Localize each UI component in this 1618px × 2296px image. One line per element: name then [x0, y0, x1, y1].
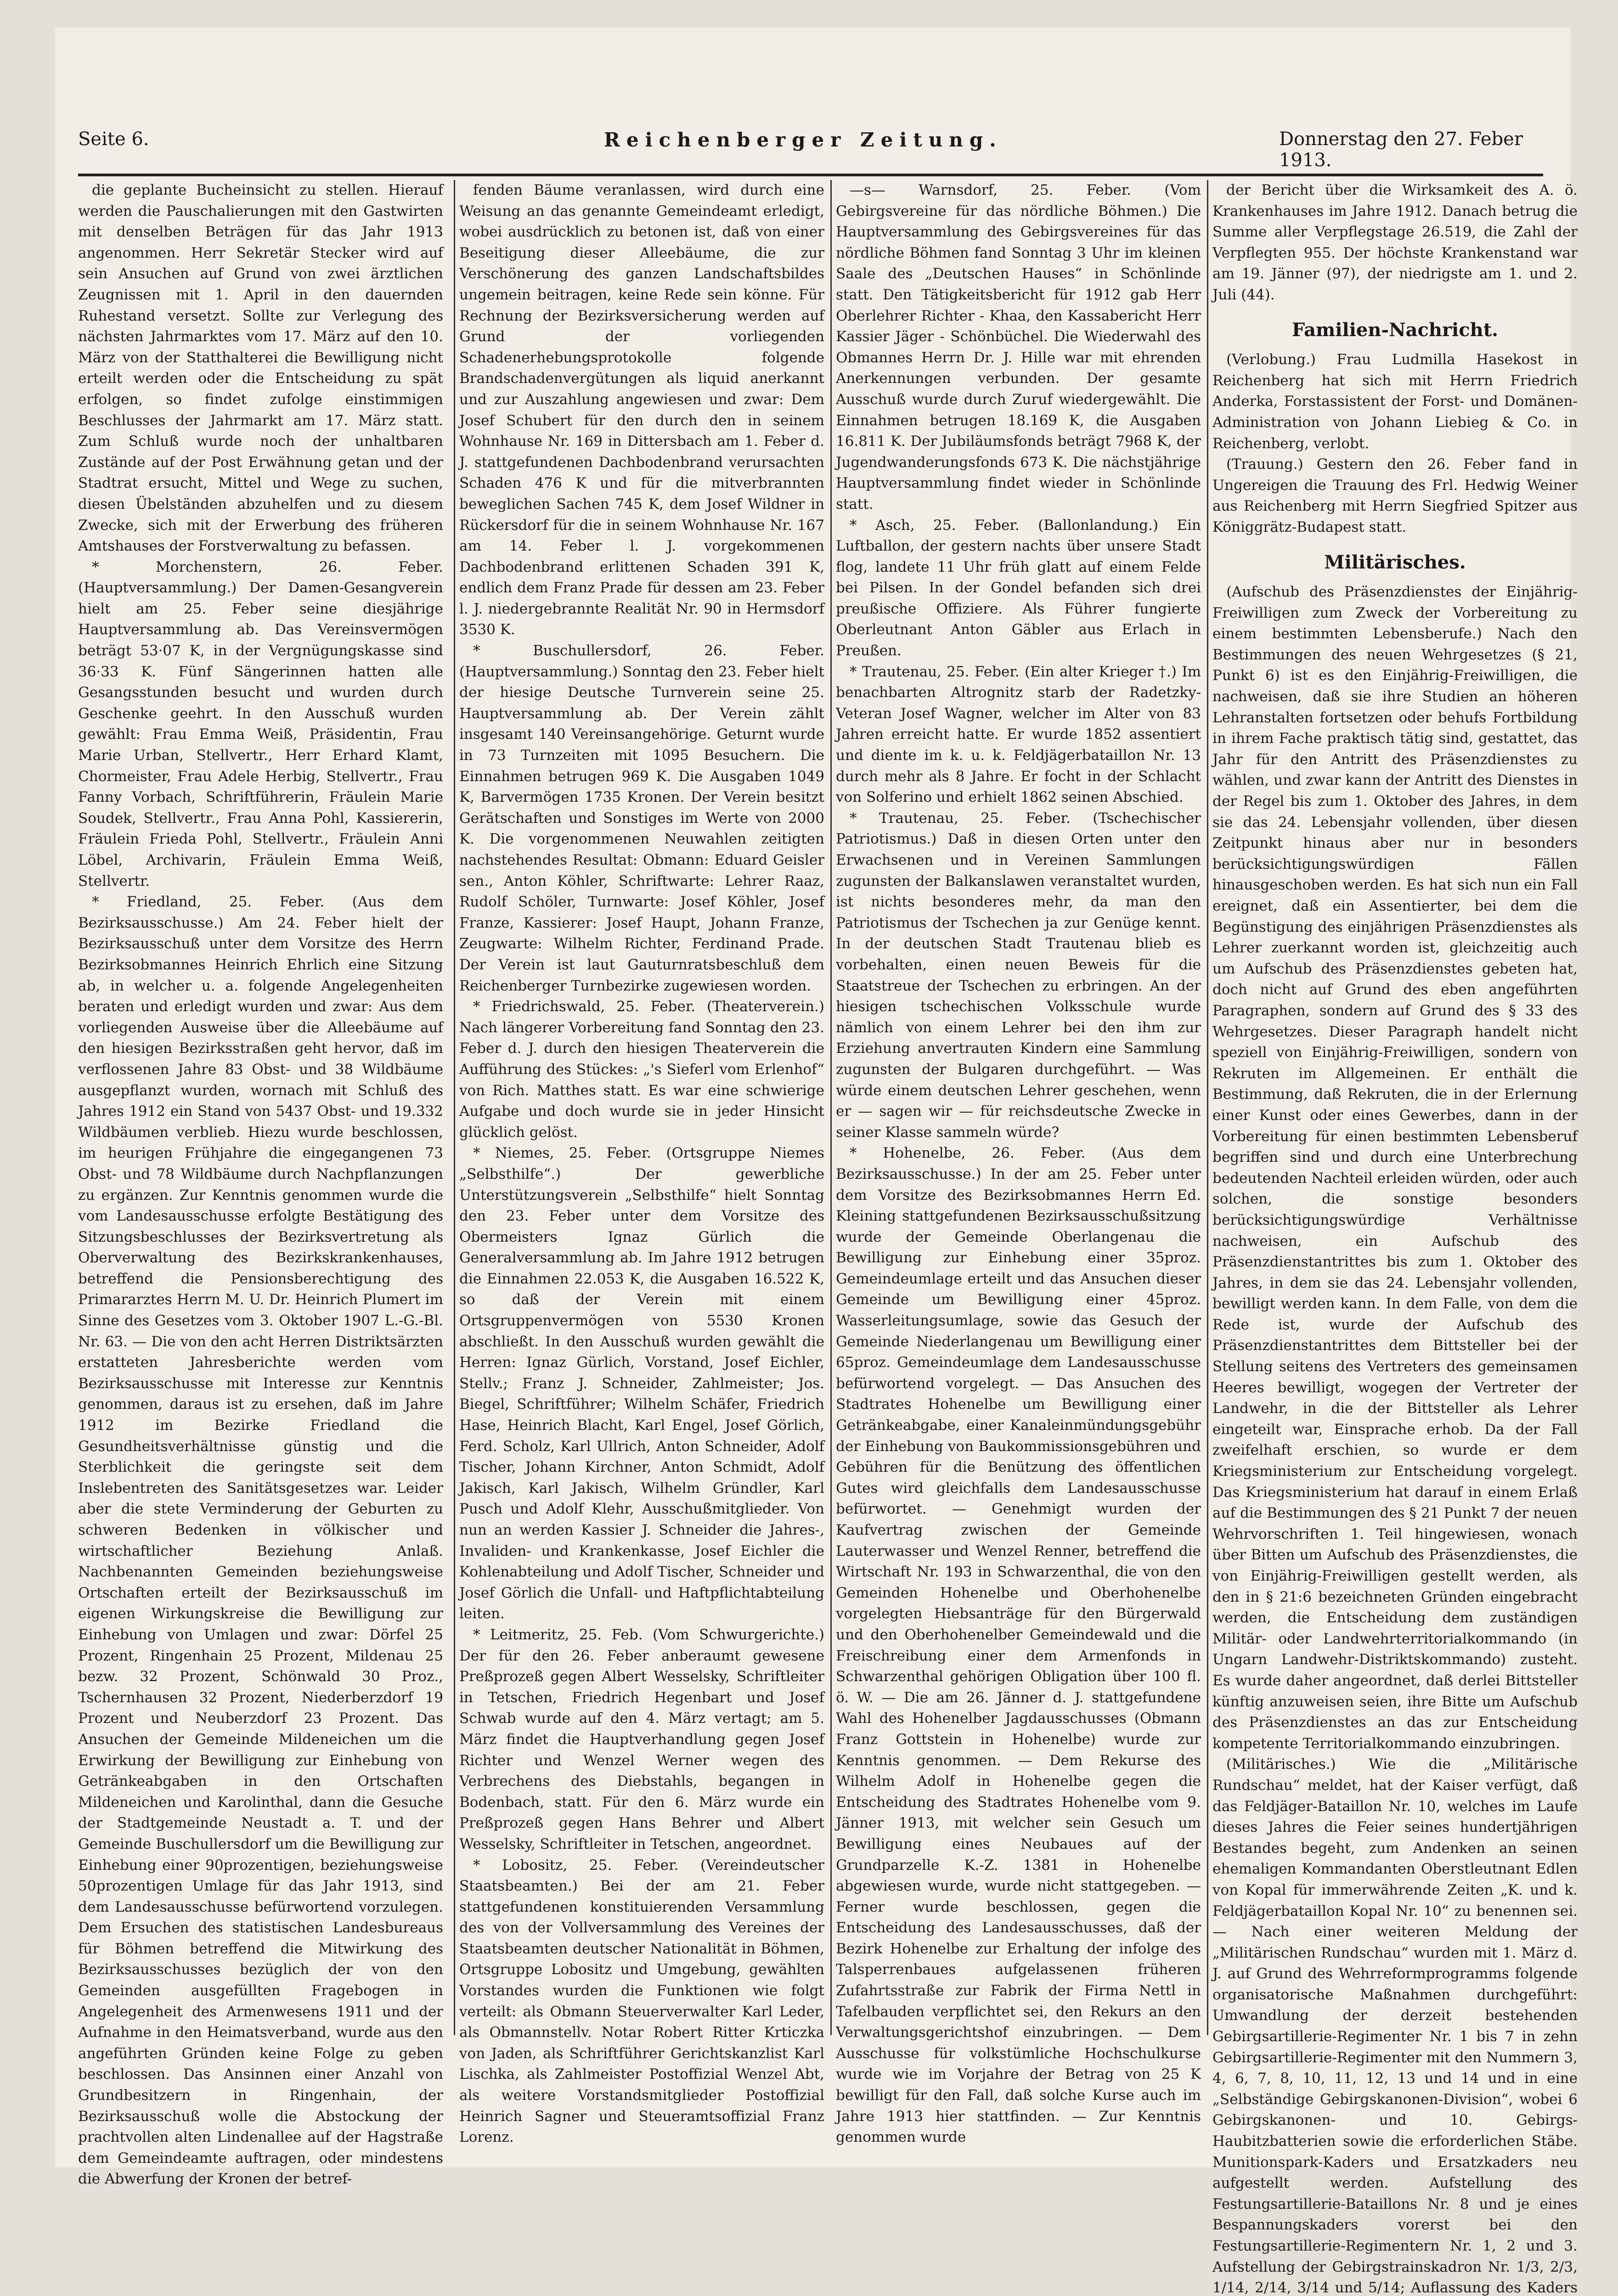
column-1 [78, 180, 443, 2188]
article-paragraph: * Hohenelbe, 26. Feber. (Aus dem Bezirksausschusse.) In der am 25. Feber unter dem Vorsitze des Bezirksobmannes Herrn Ed. Kleining stattgefundenen Bezirksausschußsitzung wurde der Gemeinde Oberlangenau die Bewilligung zur Einhebung einer 35proz. Gemeindeumlage erteilt und das Ansuchen dieser Gemeinde um Bewilligung einer 45proz. Wasserleitungsumlage, sowie das Gesuch der Gemeinde Niederlangenau um Bewilligung einer 65proz. Gemeindeumlage dem Landesausschusse befürwortend vorgelegt. — Das Ansuchen des Stadtrates Hohenelbe um Bewilligung einer Getränkeabgabe, einer Kanaleinmündungsgebühr der Einhebung von Baukommissionsgebühren und Gebühren für die Benützung des öffentlichen Gutes wird gleichfalls dem Landesausschusse befürwortet. — Genehmigt wurden der Kaufvertrag zwischen der Gemeinde Lauterwasser und Wenzel Renner, betreffend die Wirtschaft Nr. 193 in Schwarzenthal, die von den Gemeinden Hohenelbe und Oberhohenelbe vorgelegten Hiebsanträge für den Bürgerwald und den Oberhohenelber Gemeindewald und die Freischreibung einer dem Armenfonds in Schwarzenthal gehörigen Obligation über 100 fl. ö. W. — Die am 26. Jänner d. J. stattgefundene Wahl des Hohenelber Jagdausschusses (Obmann Franz Gottstein in Hohenelbe) wurde zur Kenntnis genommen. — Dem Rekurse des Wilhelm Adolf in Hohenelbe gegen die Entscheidung des Stadtrates Hohenelbe vom 9. Jänner 1913, mit welcher sein Gesuch um Bewilligung eines Neubaues auf der Grundparzelle K.-Z. 1381 in Hohenelbe abgewiesen wurde, wurde nicht stattgegeben. — Ferner wurde beschlossen, gegen die Entscheidung des Landesausschusses, daß der Bezirk Hohenelbe zur Erhaltung der infolge des Talsperrenbaues aufgelassenen früheren Zufahrtsstraße zur Fabrik der Firma Nettl in Tafelbauden verpflichtet sei, den Rekurs an den Verwaltungsgerichtshof einzubringen. — Dem Ausschusse für volkstümliche Hochschulkurse wurde wie im Vorjahre der Betrag von 25 K bewilligt für den Fall, daß solche Kurse auch im Jahre 1913 hier stattfinden. — Zur Kenntnis genommen wurde [836, 1145, 1201, 2146]
article-paragraph: * Friedland, 25. Feber. (Aus dem Bezirksausschusse.) Am 24. Feber hielt der Bezirksausschuß unter dem Vorsitze des Herrn Bezirksobmannes Heinrich Ehrlich eine Sitzung ab, in welcher u. a. folgende Angelegenheiten beraten und erledigt wurden und zwar: Aus dem vorliegenden Ausweise über die Alleebäume auf den hiesigen Bezirksstraßen geht hervor, daß im verflossenen Jahre 83 Obst- und 38 Wildbäume ausgepflanzt wurden, wornach mit Schluß des Jahres 1912 ein Stand von 5437 Obst- und 19.332 Wildbäumen verblieb. Hiezu wurde beschlossen, im heurigen Frühjahre die eingegangenen 73 Obst- und 78 Wildbäume durch Nachpflanzungen zu ergänzen. Zur Kenntnis genommen wurde die vom Landesausschusse erfolgte Bestätigung des Sitzungsbeschlusses der Bezirksvertretung als Oberverwaltung des Bezirkskrankenhauses, betreffend die Pensionsberechtigung des Primararztes Herrn M. U. Dr. Heinrich Plumert im Sinne des Gesetzes vom 3. Oktober 1907 L.-G.-Bl. Nr. 63. — Die von den acht Herren Distriktsärzten erstatteten Jahresberichte werden vom Bezirksausschusse mit Interesse zur Kenntnis genommen, daraus ist zu ersehen, daß im Jahre 1912 im Bezirke Friedland die Gesundheitsverhältnisse günstig und die Sterblichkeit die geringste seit dem Inslebentreten des Sanitätsgesetzes war. Leider aber die stete Verminderung der Geburten zu schweren Bedenken in völkischer und wirtschaftlicher Beziehung Anlaß. Nachbenannten Gemeinden beziehungsweise Ortschaften erteilt der Bezirksausschuß im eigenen Wirkungskreise die Bewilligung zur Einhebung von Umlagen und zwar: Dörfel 25 Prozent, Ringenhain 25 Prozent, Mildenau 25 bezw. 32 Prozent, Schönwald 30 Proz., Tschernhausen 32 Prozent, Niederberzdorf 19 Prozent und Neuberzdorf 23 Prozent. Das Ansuchen der Gemeinde Mildeneichen um die Erwirkung der Bewilligung zur Einhebung von Getränkeabgaben in den Ortschaften Mildeneichen und Karolinthal, dann die Gesuche der Stadtgemeinde Neustadt a. T. und der Gemeinde Buschullersdorf um die Bewilligung zur Einhebung einer 90prozentigen, beziehungsweise 50prozentigen Umlage für das Jahr 1913, sind dem Landesausschusse befürwortend vorzulegen. Dem Ersuchen des statistischen Landesbureaus für Böhmen betreffend die Mitwirkung des Bezirksausschusses bezüglich der von den Gemeinden ausgefüllten Fragebogen in Angelegenheit des Armenwesens 1911 und der Aufnahme in den Heimatsverband, wurde aus den angeführten Gründen keine Folge zu geben beschlossen. Das Ansinnen einer Anzahl von Grundbesitzern in Ringenhain, der Bezirksausschuß wolle die Abstockung der prachtvollen alten Lindenallee auf der Hagstraße dem Gemeindeamte auftragen, oder mindestens die Abwerfung der Kronen der betref- [78, 894, 443, 2188]
column-divider [454, 180, 455, 2035]
column-3 [836, 180, 1201, 2146]
article-paragraph: * Morchenstern, 26. Feber. (Hauptversammlung.) Der Damen-Gesangverein hielt am 25. Feber seine diesjährige Hauptversammlung ab. Das Vereinsvermögen beträgt 53·07 K, in der Vergnügungskasse sind 36·33 K. Fünf Sängerinnen hatten alle Gesangsstunden besucht und wurden durch Geschenke geehrt. In den Ausschuß wurden gewählt: Frau Emma Weiß, Präsidentin, Frau Marie Urban, Stellvertr., Herr Erhard Klamt, Chormeister, Frau Adele Herbig, Stellvertr., Frau Fanny Vorbach, Schriftführerin, Fräulein Marie Soudek, Stellvertr., Frau Anna Pohl, Kassiererin, Fräulein Frieda Pohl, Stellvertr., Fräulein Anni Löbel, Archivarin, Fräulein Emma Weiß, Stellvertr. [78, 558, 443, 889]
article-paragraph: * Lobositz, 25. Feber. (Vereindeutscher Staatsbeamten.) Bei der am 21. Feber stattgefundenen konstituierenden Versammlung des von der Vollversammlung des Vereines der Staatsbeamten deutscher Nationalität in Böhmen, Ortsgruppe Lobositz und Umgebung, gewählten Vorstandes wurden die Funktionen wie folgt verteilt: als Obmann Steuerverwalter Karl Leder, als Obmannstellv. Notar Robert Ritter Krticzka von Jaden, als Schriftführer Gerichtskanzlist Karl Lischka, als Zahlmeister Postoffizial Wenzel Abt, als weitere Vorstandsmitglieder Postoffizial Heinrich Sagner und Steueramtsoffizial Franz Lorenz. [459, 1857, 824, 2146]
article-paragraph: * Asch, 25. Feber. (Ballonlandung.) Ein Luftballon, der gestern nachts über unsere Stadt flog, landete 11 Uhr früh glatt auf einem Felde bei Pilsen. In der Gondel befanden sich drei preußische Offiziere. Als Führer fungierte Oberleutnant Anton Gäbler aus Erlach in Preußen. [836, 517, 1201, 659]
article-paragraph: * Buschullersdorf, 26. Feber. (Hauptversammlung.) Sonntag den 23. Feber hielt der hiesige Deutsche Turnverein seine 25. Hauptversammlung ab. Der Verein zählt insgesamt 140 Vereinsangehörige. Geturnt wurde in 73 Turnzeiten mit 1095 Besuchern. Die Einnahmen betrugen 969 K. Die Ausgaben 1049 K, Barvermögen 1735 Kronen. Der Verein besitzt Gerätschaften und Sonstiges im Werte von 2000 K. Die vorgenommenen Neuwahlen zeitigten nachstehendes Resultat: Obmann: Eduard Geisler sen., Anton Köhler, Schriftwarte: Lehrer Raaz, Rudolf Schöler, Turnwarte: Josef Köhler, Josef Franze, Kassierer: Josef Haupt, Johann Franze, Zeugwarte: Wilhelm Richter, Ferdinand Prade. Der Verein ist laut Gauturnratsbeschluß dem Reichenberger Turnbezirke zugewiesen worden. [459, 642, 824, 994]
issue-date: Donnerstag den 27. Feber 1913. [1279, 129, 1523, 171]
section-heading-military: Militärisches. [1324, 551, 1466, 573]
page-number: Seite 6. [78, 129, 149, 150]
header-rule [78, 174, 1543, 176]
column-4 [1212, 180, 1578, 2296]
article-paragraph: * Trautenau, 25. Feber. (Ein alter Krieger †.) Im benachbarten Altrognitz starb der Radetzky-Veteran Josef Wagner, welcher im Alter von 83 Jahren erreicht hatte. Er wurde 1852 assentiert und diente im k. u. k. Feldjägerbataillon Nr. 13 durch mehr als 8 Jahre. Er focht in der Schlacht von Solferino und erhielt 1862 seinen Abschied. [836, 663, 1201, 806]
section-heading-family: Familien-Nachricht. [1291, 319, 1499, 341]
article-paragraph: * Leitmeritz, 25. Feb. (Vom Schwurgerichte.) Der für den 26. Feber anberaumt gewesene Preßprozeß gegen Albert Wesselsky, Schriftleiter in Tetschen, Friedrich Hegenbart und Josef Schwab wurde auf den 4. März vertagt; am 5. März findet die Hauptverhandlung gegen Josef Richter und Wenzel Werner wegen des Verbrechens des Diebstahls, begangen in Bodenbach, statt. Für den 6. März wurde ein Preßprozeß gegen Hans Behrer und Albert Wesselsky, Schriftleiter in Tetschen, angeordnet. [459, 1626, 824, 1852]
column-divider [1207, 180, 1208, 2035]
column-divider [830, 180, 832, 2035]
article-paragraph: (Trauung.) Gestern den 26. Feber fand in Ungereigen die Trauung des Frl. Hedwig Weiner aus Reichenberg mit Herrn Siegfried Spitzer aus Königgrätz-Budapest statt. [1212, 456, 1578, 535]
article-paragraph: die geplante Bucheinsicht zu stellen. Hierauf werden die Pauschalierungen mit den Gastwirten mit denselben Beträgen für das Jahr 1913 angenommen. Herr Sekretär Stecker wird auf sein Ansuchen auf Grund von zwei ärztlichen Zeugnissen mit 1. April in den dauernden Ruhestand versetzt. Sollte zur Verlegung des nächsten Jahrmarktes vom 17. März auf den 10. März von der Statthalterei die Bewilligung nicht erteilt werden oder die Entscheidung zu spät erfolgen, so findet zufolge einstimmigen Beschlusses der Jahrmarkt am 17. März statt. Zum Schluß wurde noch der unhaltbaren Zustände auf der Post Erwähnung getan und der Stadtrat ersucht, Mittel und Wege zu suchen, diesen Übelständen abzuhelfen und zu diesem Zwecke, sich mit der Erwerbung des früheren Amtshauses der Forstverwaltung zu befassen. [78, 182, 443, 555]
article-paragraph: * Friedrichswald, 25. Feber. (Theaterverein.) Nach längerer Vorbereitung fand Sonntag den 23. Feber d. J. durch den hiesigen Theaterverein die Aufführung des Stückes: „'s Sieferl vom Erlenhof“ von Rich. Matthes statt. Es war eine schwierige Aufgabe und doch wurde sie in jeder Hinsicht glücklich gelöst. [459, 998, 824, 1141]
article-paragraph: * Trautenau, 25. Feber. (Tschechischer Patriotismus.) Daß in diesen Orten unter den Erwachsenen und in Vereinen Sammlungen zugunsten der Balkanslawen veranstaltet wurden, ist nichts besonderes mehr, da man den Patriotismus der Tschechen ja zur Genüge kennt. In der deutschen Stadt Trautenau blieb es vorbehalten, einen neuen Beweis für die Staatstreue der Tschechen zu erbringen. An der hiesigen tschechischen Volksschule wurde nämlich von einem Lehrer bei den ihm zur Erziehung anvertrauten Kindern eine Sammlung zugunsten der Bulgaren durchgeführt. — Was würde einem deutschen Lehrer geschehen, wenn er — sagen wir — für reichsdeutsche Zwecke in seiner Klasse sammeln würde? [836, 810, 1201, 1141]
newspaper-title: Reichenberger Zeitung. [604, 129, 1003, 151]
article-paragraph: der Bericht über die Wirksamkeit des A. ö. Krankenhauses im Jahre 1912. Danach betrug die Summe aller Verpflegstage 26.519, die Zahl der Verpflegten 955. Der höchste Krankenstand war am 19. Jänner (97), der niedrigste am 1. und 2. Juli (44). [1212, 182, 1578, 303]
column-2 [459, 180, 824, 2146]
page-header [39, 119, 1555, 171]
article-paragraph: (Militärisches.) Wie die „Militärische Rundschau“ meldet, hat der Kaiser verfügt, daß das Feldjäger-Bataillon Nr. 10, welches im Laufe dieses Jahres die Feier seines hundertjährigen Bestandes begeht, zum Andenken an seinen ehemaligen Kommandanten Oberstleutnant Edlen von Kopal für immerwährende Zeiten „K. und k. Feldjägerbataillon Kopal Nr. 10“ zu benennen sei. — Nach einer weiteren Meldung der „Militärischen Rundschau“ wurden mit 1. März d. J. auf Grund des Wehrreformprogramms folgende organisatorische Maßnahmen durchgeführt: Umwandlung der derzeit bestehenden Gebirgsartillerie-Regimenter Nr. 1 bis 7 in zehn Gebirgsartillerie-Regimenter mit den Nummern 3, 4, 6, 7, 8, 10, 11, 12, 13 und 14 und in eine „Selbständige Gebirgskanonen-Division“, wobei 6 Gebirgskanonen- und 10. Gebirgs-Haubitzbatterien sowie die erforderlichen Stäbe. Munitionspark-Kaders und Ersatzkaders neu aufgestellt werden. Aufstellung des Festungsartillerie-Bataillons Nr. 8 und je eines Bespannungskaders vorerst bei den Festungsartillerie-Regimentern Nr. 1, 2 und 3. Aufstellung der Gebirgstrainskadron Nr. 1/3, 2/3, 1/14, 2/14, 3/14 und 5/14; Auflassung des Kaders [1212, 1756, 1578, 2296]
article-paragraph: —s— Warnsdorf, 25. Feber. (Vom Gebirgsvereine für das nördliche Böhmen.) Die Hauptversammlung des Gebirgsvereines für das nördliche Böhmen fand Sonntag 3 Uhr im kleinen Saale des „Deutschen Hauses“ in Schönlinde statt. Den Tätigkeitsbericht für 1912 gab Herr Oberlehrer Richter - Khaa, den Kassabericht Herr Kassier Jäger - Schönbüchel. Die Wiederwahl des Obmannes Herrn Dr. J. Hille war mit ehrenden Anerkennungen verbunden. Der gesamte Ausschuß wurde durch Zuruf wiedergewählt. Die Einnahmen betrugen 18.169 K, die Ausgaben 16.811 K. Der Jubiläumsfonds beträgt 7968 K, der Jugendwanderungsfonds 673 K. Die nächstjährige Hauptversammlung findet wieder in Schönlinde statt. [836, 182, 1201, 512]
article-paragraph: (Verlobung.) Frau Ludmilla Hasekost in Reichenberg hat sich mit Herrn Friedrich Anderka, Forstassistent der Forst- und Domänen-Administration von Johann Liebieg & Co. in Reichenberg, verlobt. [1212, 351, 1578, 452]
article-paragraph: fenden Bäume veranlassen, wird durch eine Weisung an das genannte Gemeindeamt erledigt, wobei ausdrücklich zu betonen ist, daß von einer Beseitigung dieser Alleebäume, die zur Verschönerung des ganzen Landschaftsbildes ungemein beitragen, keine Rede sein könne. Für Rechnung der Bezirksversicherung werden auf Grund der vorliegenden Schadenerhebungsprotokolle folgende Brandschadenvergütungen als liquid anerkannt und zur Auszahlung angewiesen und zwar: Dem Josef Schubert für den durch den in seinem Wohnhause Nr. 169 in Dittersbach am 1. Feber d. J. stattgefundenen Dachbodenbrand verursachten Schaden 476 K und für die mitverbrannten beweglichen Sachen 745 K, dem Josef Wildner in Rückersdorf für die in seinem Wohnhause Nr. 167 am 14. Feber l. J. vorgekommenen Dachbodenbrand erlittenen Schaden 391 K, endlich dem Franz Prade für dessen am 23. Feber l. J. niedergebrannte Realität Nr. 90 in Hermsdorf 3530 K. [459, 182, 824, 638]
article-paragraph: (Aufschub des Präsenzdienstes der Einjährig-Freiwilligen zum Zweck der Vorbereitung zu einem bestimmten Lebensberufe.) Nach den Bestimmungen des neuen Wehrgesetzes (§ 21, Punkt 6) ist es den Einjährig-Freiwilligen, die nachweisen, daß sie ihre Studien an höheren Lehranstalten fortsetzen oder behufs Fortbildung in ihrem Fache praktisch tätig sind, gestattet, das Jahr für den Antritt des Präsenzdienstes zu wählen, und zwar kann der Antritt des Dienstes in der Regel bis zum 1. Oktober des Jahres, in dem sie das 24. Lebensjahr vollenden, über diesen Zeitpunkt hinaus aber nur in besonders berücksichtigungswürdigen Fällen hinausgeschoben werden. Es hat sich nun ein Fall ereignet, daß ein Assentierter, bei dem die Begünstigung des einjährigen Präsenzdienstes als Lehrer zuerkannt worden ist, gleichzeitig auch um Aufschub des Präsenzdienstes gebeten hat, doch nicht auf Grund des eben angeführten Paragraphen, sondern auf Grund des § 33 des Wehrgesetzes. Dieser Paragraph handelt nicht speziell von Einjährig-Freiwilligen, sondern von Rekruten im Allgemeinen. Er enthält die Bestimmung, daß Rekruten, die in der Erlernung einer Kunst oder eines Gewerbes, dann in der Vorbereitung für einen bestimmten Lebensberuf begriffen sind und durch eine Unterbrechung bedeutenden Nachteil erleiden würden, oder auch solchen, die sonstige besonders berücksichtigungswürdige Verhältnisse nachweisen, ein Aufschub des Präsenzdienstantrittes bis zum 1. Oktober des Jahres, in dem sie das 24. Lebensjahr vollenden, bewilligt werden kann. In dem Falle, von dem die Rede ist, wurde der Aufschub des Präsenzdienstantrittes dem Bittsteller bei der Stellung seitens des Vertreters des gemeinsamen Heeres bewilligt, wogegen der Vertreter der Landwehr, in die der Bittsteller als Lehrer eingeteilt war, Einsprache erhob. Da der Fall zweifelhaft erschien, so wurde er dem Kriegsministerium zur Entscheidung vorgelegt. Das Kriegsministerium hat darauf in einem Erlaß auf die Bestimmungen des § 21 Punkt 7 der neuen Wehrvorschriften 1. Teil hingewiesen, wonach über Bitten um Aufschub des Präsenzdienstes, die von Einjährig-Freiwilligen gestellt werden, als den in § 21:6 bezeichneten Gründen eingebracht werden, die Entscheidung dem zuständigen Militär- oder Landwehrterritorialkommando (in Ungarn Landwehr-Distriktskommando) zusteht. Es wurde daher angeordnet, daß derlei Bittsteller künftig anzuweisen seien, ihre Bitte um Aufschub des Präsenzdienstes an das zur Entscheidung kompetente Territorialkommando einzubringen. [1212, 584, 1578, 1752]
article-paragraph: * Niemes, 25. Feber. (Ortsgruppe Niemes „Selbsthilfe“.) Der gewerbliche Unterstützungsverein „Selbsthilfe“ hielt Sonntag den 23. Feber unter dem Vorsitze des Obermeisters Ignaz Gürlich die Generalversammlung ab. Im Jahre 1912 betrugen die Einnahmen 22.053 K, die Ausgaben 16.522 K, so daß der Verein mit einem Ortsgruppenvermögen von 5530 Kronen abschließt. In den Ausschuß wurden gewählt die Herren: Ignaz Gürlich, Vorstand, Josef Eichler, Stellv.; Franz J. Schneider, Zahlmeister; Jos. Biegel, Schriftführer; Wilhelm Schäfer, Friedrich Hase, Heinrich Blacht, Karl Engel, Josef Görlich, Ferd. Scholz, Karl Ullrich, Anton Schneider, Adolf Tischer, Johann Kirchner, Anton Schmidt, Adolf Jakisch, Karl Jakisch, Wilhelm Gründler, Karl Pusch und Adolf Klehr, Ausschußmitglieder. Von nun an werden Kassier J. Schneider die Jahres-, Invaliden- und Krankenkasse, Josef Eichler die Kohlenabteilung und Adolf Tischer, Schneider und Josef Görlich die Unfall- und Haftpflichtabteilung leiten. [459, 1145, 824, 1622]
